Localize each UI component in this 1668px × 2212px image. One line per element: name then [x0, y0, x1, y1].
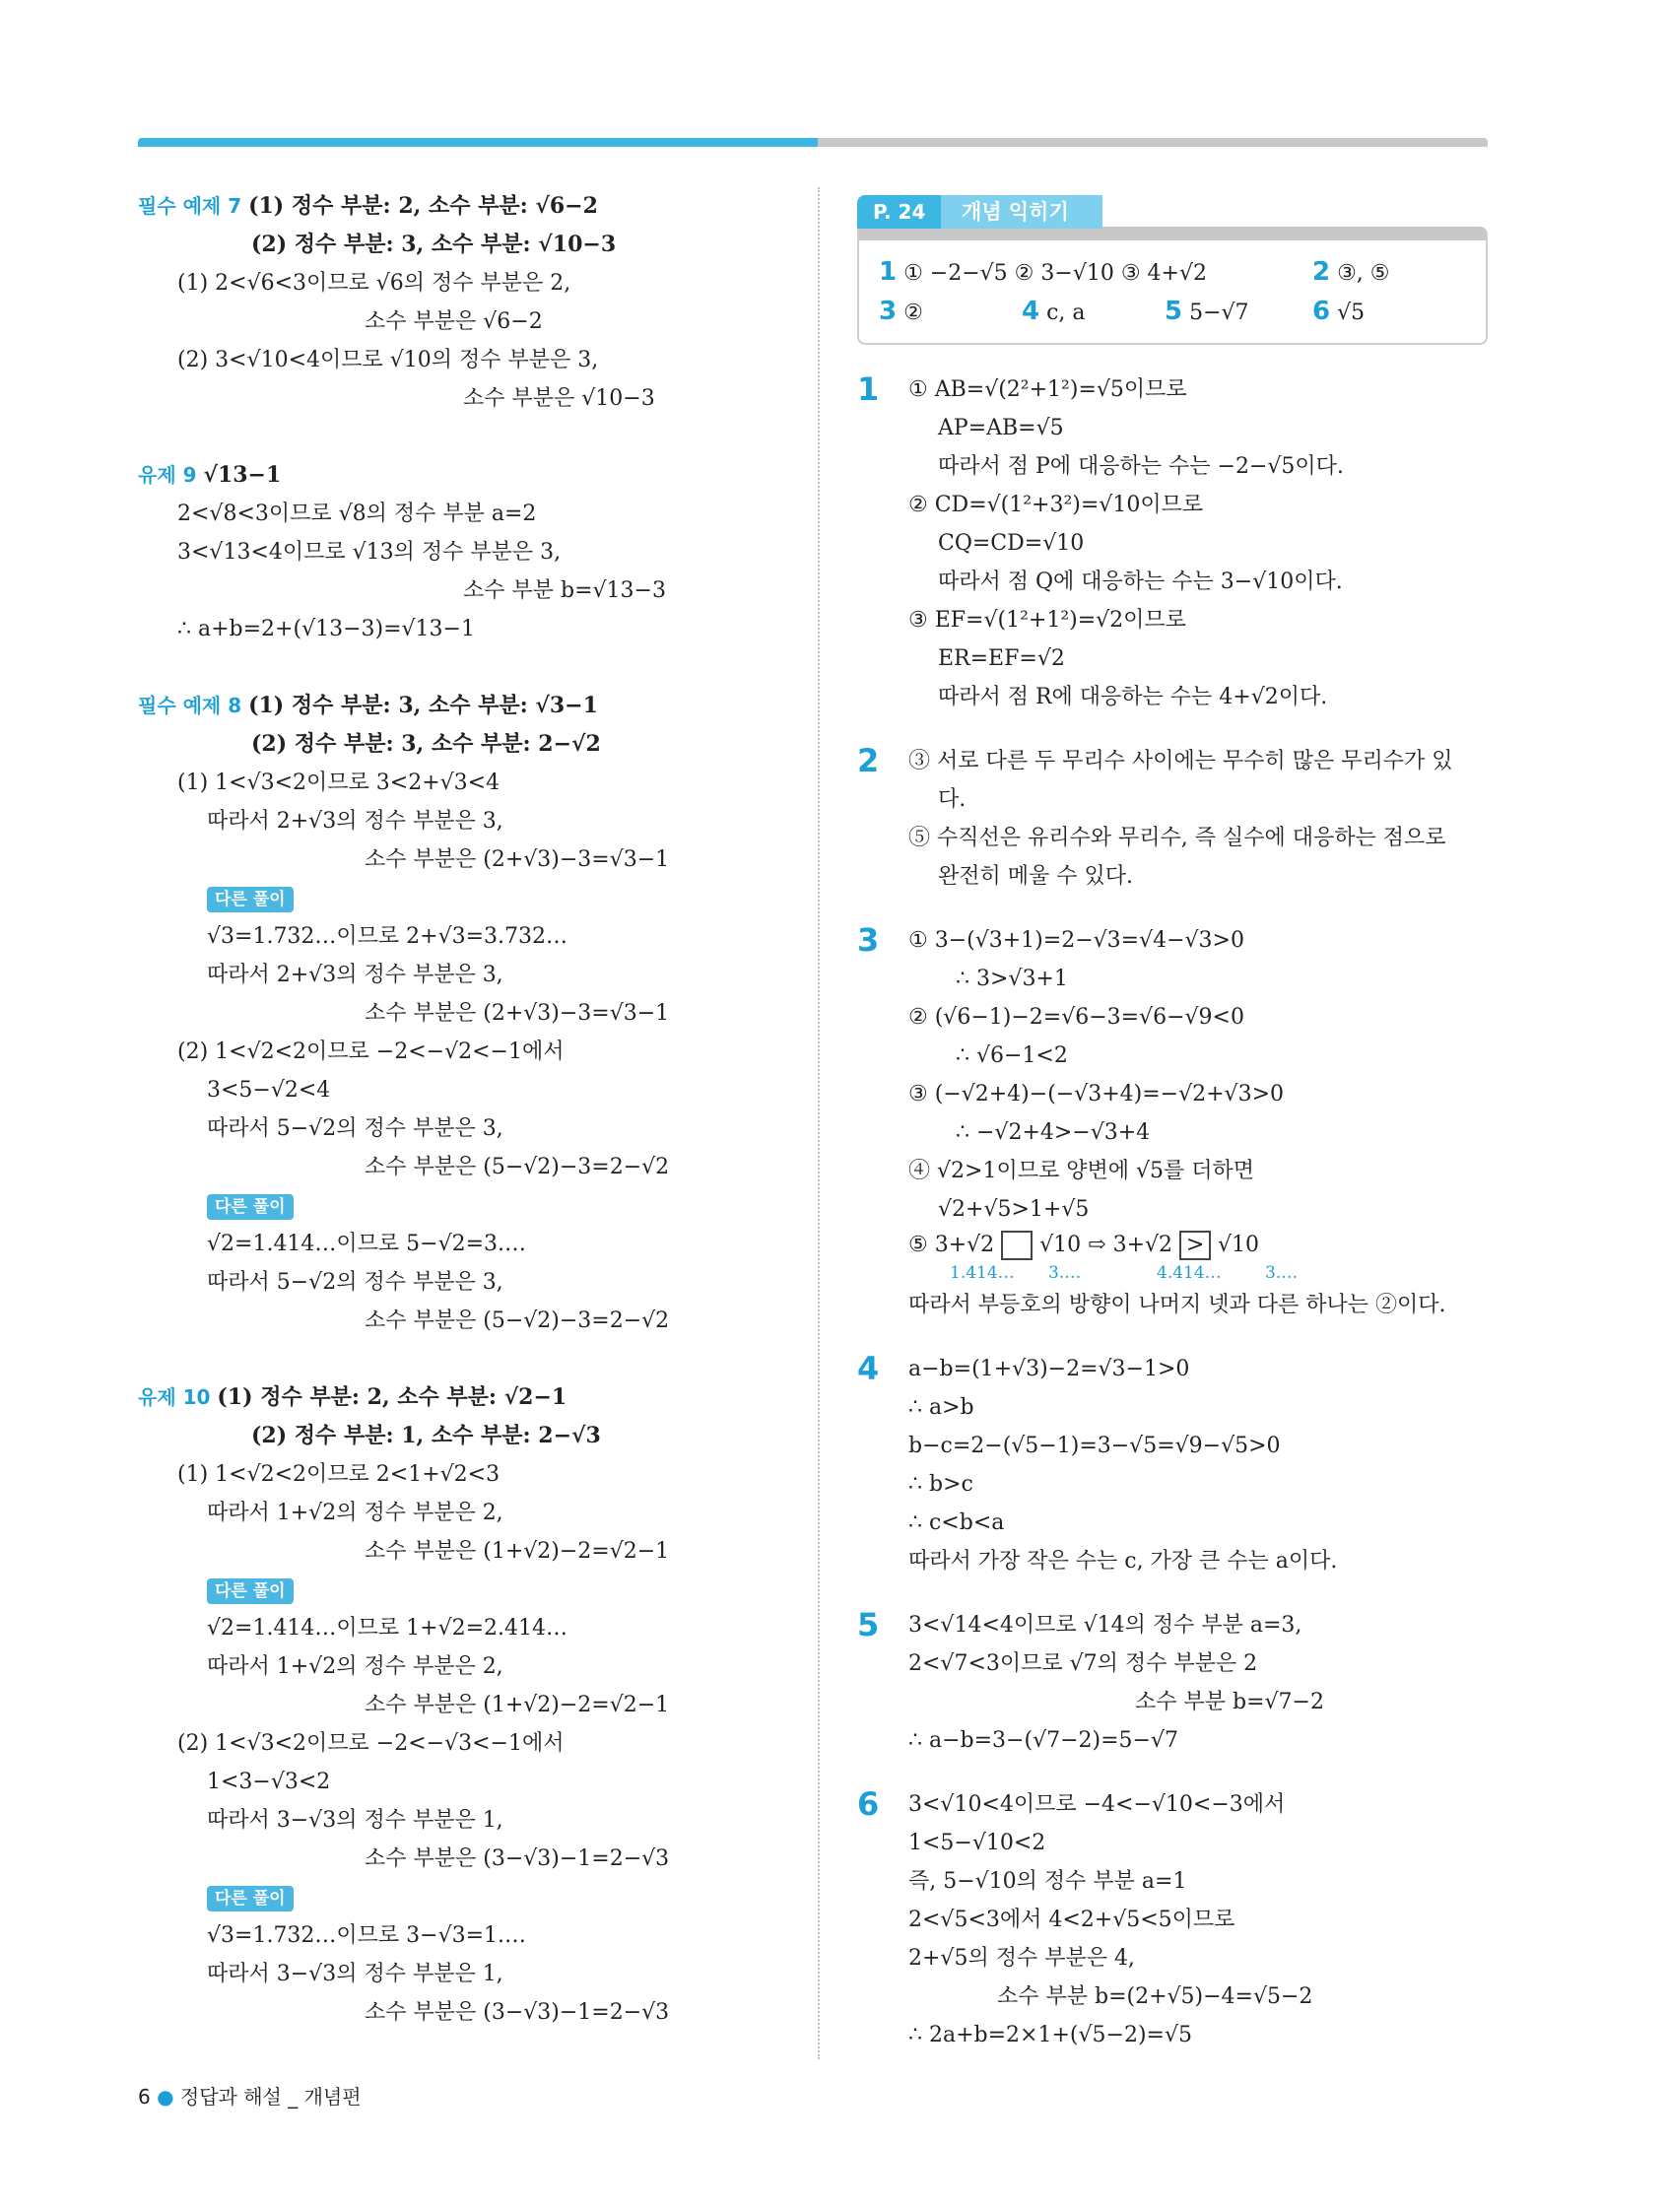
solution-line: a−b=(1+√3)−2=√3−1>0 — [908, 1357, 1190, 1381]
summary-answer — [1022, 292, 1165, 333]
approx-value: 3.… — [1048, 1263, 1082, 1283]
solution-line: 따라서 가장 작은 수는 c, 가장 큰 수는 a이다. — [908, 1549, 1338, 1574]
example-label: 유제 9 — [138, 463, 204, 487]
solution-line — [138, 610, 759, 648]
approx-value: 1.414… — [950, 1263, 1015, 1283]
spacer — [138, 1340, 759, 1378]
summary-answer — [879, 292, 1022, 333]
alt-solution-row — [138, 1571, 759, 1609]
answer-text: c, a — [1039, 301, 1086, 325]
solution-line: ∴ a−b=3−(√7−2)=5−√7 — [908, 1728, 1178, 1753]
alt-solution-row — [138, 879, 759, 917]
line-text: 3<5−√2<4 — [207, 1078, 331, 1103]
solution-line — [138, 1724, 759, 1763]
solution-line — [138, 341, 759, 379]
line-text: √2=1.414…이므로 1+√2=2.414… — [207, 1616, 568, 1641]
solution-line: ④ √2>1이므로 양변에 √5를 더하면 — [908, 1159, 1254, 1183]
summary-answer — [1312, 292, 1431, 333]
solution-line — [138, 840, 759, 879]
solution-line: ② CD=√(1²+3²)=√10이므로 — [908, 493, 1204, 517]
problem-5 — [857, 1606, 1488, 1760]
solution-line — [138, 1455, 759, 1494]
alt-solution-tag: 다른 풀이 — [207, 1886, 294, 1911]
solution-line — [138, 917, 759, 956]
example-label: 유제 10 — [138, 1385, 218, 1409]
line-text: 2<√8<3이므로 √8의 정수 부분 a=2 — [177, 502, 537, 526]
example-label: 필수 예제 8 — [138, 694, 249, 717]
right-column — [857, 187, 1488, 2054]
solution-line — [138, 687, 759, 725]
line-text: 소수 부분은 (2+√3)−3=√3−1 — [365, 847, 670, 872]
solution-line — [138, 187, 759, 226]
line-text: 따라서 5−√2의 정수 부분은 3, — [207, 1116, 503, 1141]
answer-number: 2 — [1312, 257, 1331, 287]
compare-right2: √10 — [1211, 1233, 1260, 1257]
summary-row — [879, 292, 1466, 331]
solution-line — [138, 1801, 759, 1840]
line-text: 소수 부분은 (3−√3)−1=2−√3 — [365, 1846, 670, 1871]
solution-line — [138, 1494, 759, 1532]
spacer — [138, 648, 759, 687]
solution-line: CQ=CD=√10 — [938, 531, 1085, 556]
solution-line — [138, 1955, 759, 1993]
solution-line: 따라서 점 P에 대응하는 수는 −2−√5이다. — [938, 454, 1344, 479]
answer-number: 5 — [1165, 297, 1183, 326]
solution-line: ⑤ 수직선은 유리수와 무리수, 즉 실수에 대응하는 점으로 — [908, 826, 1446, 850]
problem-3 — [857, 921, 1488, 1324]
solution-line — [138, 802, 759, 840]
line-text: 소수 부분은 (5−√2)−3=2−√2 — [365, 1155, 670, 1179]
compare-left2: 3+√2 — [1112, 1233, 1180, 1257]
solution-line — [138, 302, 759, 341]
solution-line — [138, 1647, 759, 1686]
line-text: 따라서 1+√2의 정수 부분은 2, — [207, 1654, 503, 1679]
spacer — [857, 1324, 1488, 1350]
answer-number: 1 — [879, 257, 898, 287]
solution-line — [138, 379, 759, 418]
solution-line — [138, 1378, 759, 1417]
bullet-icon: ● — [157, 2085, 180, 2109]
solution-line: ③ EF=√(1²+1²)=√2이므로 — [908, 608, 1186, 633]
compare-left: ⑤ 3+√2 — [908, 1233, 1002, 1257]
solution-line: ∴ a>b — [908, 1395, 974, 1420]
spacer — [857, 1580, 1488, 1606]
summary-title: 개념 익히기 — [938, 195, 1102, 229]
line-text: (2) 정수 부분: 3, 소수 부분: 2−√2 — [251, 731, 601, 757]
solution-line — [138, 1916, 759, 1955]
line-text: 소수 부분은 (1+√2)−2=√2−1 — [365, 1539, 670, 1564]
line-text: 소수 부분은 √6−2 — [365, 309, 543, 334]
solution-line — [138, 764, 759, 802]
line-text: 소수 부분은 √10−3 — [463, 386, 655, 411]
line-text: 따라서 3−√3의 정수 부분은 1, — [207, 1962, 503, 1986]
solution-line — [138, 1993, 759, 2032]
line-text: (1) 정수 부분: 2, 소수 부분: √2−1 — [217, 1384, 567, 1410]
solution-line — [138, 571, 759, 610]
spacer — [857, 896, 1488, 921]
solution-line — [138, 1263, 759, 1302]
solution-line — [138, 1763, 759, 1801]
solution-line: ∴ −√2+4>−√3+4 — [956, 1120, 1151, 1145]
line-text: 소수 부분은 (3−√3)−1=2−√3 — [365, 2000, 670, 2025]
line-text: (1) 1<√2<2이므로 2<1+√2<3 — [177, 1462, 500, 1487]
page-ref: P. 24 — [857, 195, 941, 229]
solution-line — [138, 1109, 759, 1148]
approx-value: 3.… — [1265, 1263, 1299, 1283]
solution-line: 3<√14<4이므로 √14의 정수 부분 a=3, — [908, 1613, 1302, 1638]
problem-number: 2 — [857, 742, 880, 779]
solution-line — [138, 1148, 759, 1186]
line-text: (1) 정수 부분: 3, 소수 부분: √3−1 — [248, 693, 598, 718]
solution-line — [138, 226, 759, 264]
answer-number: 4 — [1022, 297, 1040, 326]
solution-line — [138, 1609, 759, 1647]
line-text: (2) 정수 부분: 3, 소수 부분: √10−3 — [251, 232, 617, 257]
solution-line — [138, 1840, 759, 1878]
header-bar-right — [818, 138, 1488, 147]
line-text: √2=1.414…이므로 5−√2=3.… — [207, 1232, 527, 1256]
left-column — [138, 187, 759, 2032]
answer-text: ② — [897, 301, 923, 325]
problem-2 — [857, 742, 1488, 896]
solution-line — [138, 1532, 759, 1571]
line-text: (2) 1<√3<2이므로 −2<−√3<−1에서 — [177, 1731, 565, 1756]
solution-line — [138, 1302, 759, 1340]
solution-line — [138, 533, 759, 571]
line-text: (2) 3<√10<4이므로 √10의 정수 부분은 3, — [177, 348, 599, 372]
answer-text: √5 — [1330, 301, 1366, 325]
line-text: 1<3−√3<2 — [207, 1770, 331, 1794]
line-text: (2) 정수 부분: 1, 소수 부분: 2−√3 — [251, 1423, 601, 1448]
summary-box — [857, 227, 1488, 345]
line-text: (2) 1<√2<2이므로 −2<−√2<−1에서 — [177, 1039, 565, 1064]
solution-line: 1<5−√10<2 — [908, 1831, 1046, 1855]
line-text: (1) 2<√6<3이므로 √6의 정수 부분은 2, — [177, 271, 571, 296]
alt-solution-row — [138, 1878, 759, 1916]
solution-line: 2<√5<3에서 4<2+√5<5이므로 — [908, 1908, 1235, 1932]
solution-line — [138, 956, 759, 994]
problem-list — [857, 370, 1488, 2054]
approx-values — [857, 1262, 1488, 1286]
solution-line: ∴ c<b<a — [908, 1510, 1005, 1535]
solution-line — [138, 456, 759, 495]
solution-line: 소수 부분 b=√7−2 — [1135, 1690, 1324, 1714]
problem-1 — [857, 370, 1488, 716]
solution-line — [138, 725, 759, 764]
solution-line — [138, 1033, 759, 1071]
problem-number: 1 — [857, 370, 880, 408]
line-text: √13−1 — [203, 462, 282, 488]
line-text: 3<√13<4이므로 √13의 정수 부분은 3, — [177, 540, 562, 565]
line-text: 따라서 3−√3의 정수 부분은 1, — [207, 1808, 503, 1833]
solution-line: AP=AB=√5 — [938, 416, 1064, 440]
solution-line: 따라서 점 R에 대응하는 수는 4+√2이다. — [938, 685, 1328, 709]
solution-line: 완전히 메울 수 있다. — [938, 864, 1133, 889]
summary-answer — [879, 252, 1312, 294]
comparison-row — [857, 1229, 1488, 1262]
solution-line: ③ (−√2+4)−(−√3+4)=−√2+√3>0 — [908, 1082, 1285, 1106]
page-footer — [138, 2081, 362, 2110]
summary-answer — [1312, 252, 1460, 294]
answer-number: 3 — [879, 297, 898, 326]
solution-line: ER=EF=√2 — [938, 646, 1065, 671]
alt-solution-tag: 다른 풀이 — [207, 887, 294, 912]
solution-line: 2<√7<3이므로 √7의 정수 부분은 2 — [908, 1651, 1258, 1676]
solution-line — [138, 994, 759, 1033]
line-text: √3=1.732…이므로 2+√3=3.732… — [207, 924, 568, 949]
summary-row — [879, 252, 1466, 292]
solution-line: √2+√5>1+√5 — [938, 1197, 1090, 1222]
problem-6 — [857, 1785, 1488, 2054]
arrow-icon: ⇨ — [1088, 1233, 1113, 1257]
answer-text: ③, ⑤ — [1330, 261, 1390, 286]
solution-line: 다. — [938, 787, 967, 812]
solution-line: ② (√6−1)−2=√6−3=√6−√9<0 — [908, 1005, 1244, 1030]
line-text: 따라서 1+√2의 정수 부분은 2, — [207, 1501, 503, 1525]
solution-line: 3<√10<4이므로 −4<−√10<−3에서 — [908, 1792, 1286, 1817]
column-divider — [818, 187, 820, 2059]
problem-number: 6 — [857, 1785, 880, 1823]
line-text: 따라서 2+√3의 정수 부분은 3, — [207, 963, 503, 987]
answer-number: 6 — [1312, 297, 1331, 326]
empty-box — [1001, 1231, 1033, 1260]
line-text: 소수 부분은 (5−√2)−3=2−√2 — [365, 1308, 670, 1333]
page-number: 6 — [138, 2085, 151, 2109]
solution-line: b−c=2−(√5−1)=3−√5=√9−√5>0 — [908, 1434, 1281, 1458]
problem-number: 5 — [857, 1606, 880, 1643]
line-text: 소수 부분은 (1+√2)−2=√2−1 — [365, 1693, 670, 1717]
problem-number: 3 — [857, 921, 880, 959]
approx-value: 4.414… — [1157, 1263, 1222, 1283]
alt-solution-tag: 다른 풀이 — [207, 1194, 294, 1220]
solution-line — [138, 1071, 759, 1109]
solution-line: ∴ 3>√3+1 — [956, 967, 1068, 991]
solution-line — [138, 1225, 759, 1263]
solution-line: ③ 서로 다른 두 무리수 사이에는 무수히 많은 무리수가 있 — [908, 749, 1453, 773]
answer-text: 5−√7 — [1182, 301, 1249, 325]
solution-line — [138, 1417, 759, 1455]
solution-line: ∴ 2a+b=2×1+(√5−2)=√5 — [908, 2023, 1192, 2047]
solution-line — [138, 495, 759, 533]
footer-title: 정답과 해설 _ 개념편 — [179, 2085, 362, 2109]
solution-line: 따라서 부등호의 방향이 나머지 넷과 다른 하나는 ②이다. — [908, 1293, 1446, 1317]
spacer — [857, 716, 1488, 742]
line-text: 따라서 5−√2의 정수 부분은 3, — [207, 1270, 503, 1295]
spacer — [138, 418, 759, 456]
solution-line — [138, 264, 759, 302]
solution-line: 즉, 5−√10의 정수 부분 a=1 — [908, 1869, 1187, 1894]
alt-solution-tag: 다른 풀이 — [207, 1578, 294, 1604]
answer-text: ① −2−√5 ② 3−√10 ③ 4+√2 — [897, 261, 1207, 286]
solution-line: 따라서 점 Q에 대응하는 수는 3−√10이다. — [938, 570, 1343, 594]
example-label: 필수 예제 7 — [138, 194, 249, 218]
line-text: 소수 부분은 (2+√3)−3=√3−1 — [365, 1001, 670, 1026]
summary-answer — [1165, 292, 1312, 333]
line-text: 따라서 2+√3의 정수 부분은 3, — [207, 809, 503, 834]
line-text: 소수 부분 b=√13−3 — [463, 578, 666, 603]
compare-right: √10 — [1033, 1233, 1089, 1257]
alt-solution-row — [138, 1186, 759, 1225]
solution-line: ① 3−(√3+1)=2−√3=√4−√3>0 — [908, 928, 1244, 953]
problem-4 — [857, 1350, 1488, 1580]
solution-line: 2+√5의 정수 부분은 4, — [908, 1946, 1135, 1971]
solution-line: ∴ √6−1<2 — [956, 1043, 1068, 1068]
summary-header — [857, 187, 1488, 233]
solution-line: 소수 부분 b=(2+√5)−4=√5−2 — [997, 1984, 1313, 2009]
line-text: (1) 1<√3<2이므로 3<2+√3<4 — [177, 771, 500, 795]
sign-box: > — [1179, 1231, 1211, 1260]
solution-line: ① AB=√(2²+1²)=√5이므로 — [908, 377, 1187, 402]
header-bar-left — [138, 138, 818, 147]
spacer — [857, 1760, 1488, 1785]
solution-line — [138, 1686, 759, 1724]
line-text: (1) 정수 부분: 2, 소수 부분: √6−2 — [248, 193, 598, 219]
line-text: ∴ a+b=2+(√13−3)=√13−1 — [177, 617, 475, 641]
problem-number: 4 — [857, 1350, 880, 1387]
line-text: √3=1.732…이므로 3−√3=1.… — [207, 1923, 527, 1948]
solution-line: ∴ b>c — [908, 1472, 973, 1497]
